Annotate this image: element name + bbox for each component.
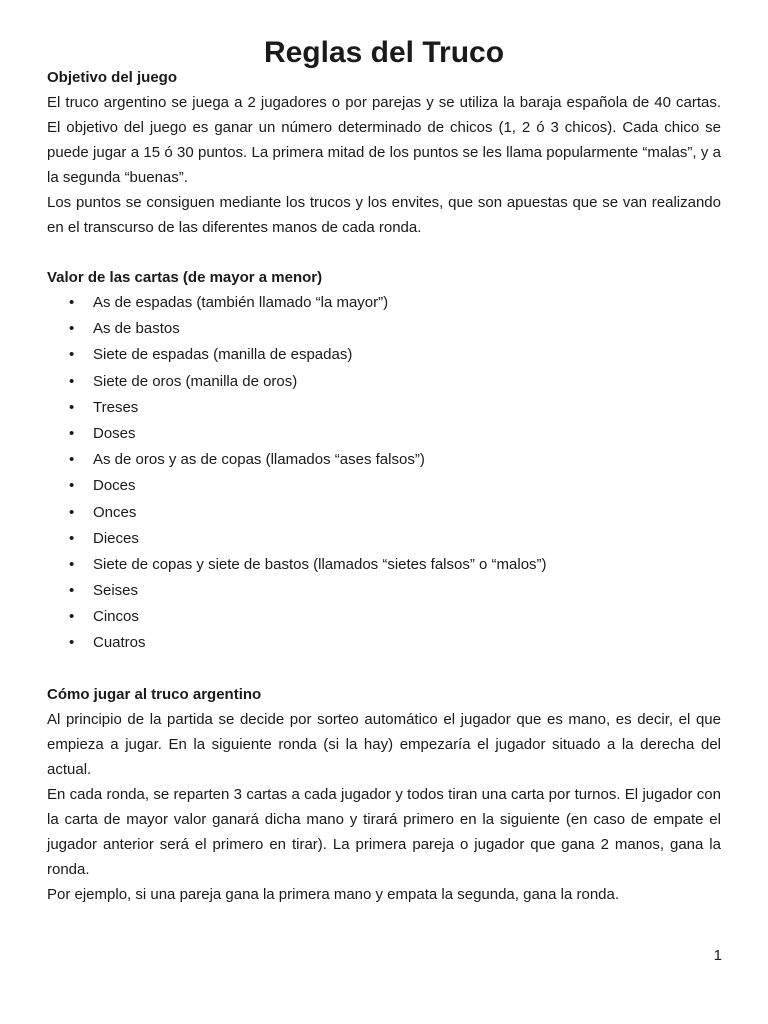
page-number: 1 [713, 947, 722, 964]
list-item-text: Cincos [93, 608, 139, 626]
bullet-icon: • [69, 608, 75, 626]
spacer [47, 240, 721, 265]
spacer [47, 657, 721, 682]
list-item-text: Doces [93, 477, 136, 495]
section-objetivo [47, 65, 721, 240]
document-page [47, 36, 721, 907]
paragraph: Por ejemplo, si una pareja gana la primera mano y empata la segunda, gana la ronda. [47, 885, 620, 903]
list-item-text: Onces [93, 503, 137, 521]
list-item [47, 604, 721, 630]
bullet-icon: • [69, 424, 75, 442]
list-item [47, 473, 721, 499]
list-item-text: Seises [93, 582, 139, 600]
bullet-icon: • [69, 294, 75, 311]
bullet-icon: • [69, 529, 75, 547]
paragraph: El truco argentino se juega a 2 jugadores o por parejas y se utiliza la baraja española de 40 cartas. El objetivo del juego es ganar un número determinado de chicos (1, 2 ó 3 chicos). Cada chico se puede jugar a 15 ó 30 puntos. La primera mitad de los puntos se les llama popularmente “malas”, y a la segunda “buenas”. [47, 94, 721, 186]
list-item [47, 316, 721, 342]
bullet-icon: • [69, 346, 75, 364]
section-como-jugar [47, 682, 721, 907]
list-item [47, 447, 721, 473]
list-item-text: Siete de copas y siete de bastos (llamados “sietes falsos” o “malos”) [93, 555, 547, 573]
paragraph: Al principio de la partida se decide por sorteo automático el jugador que es mano, es decir, el que empieza a jugar. En la siguiente ronda (si la hay) empezaría el jugador situado a la derecha del actual. [47, 710, 721, 778]
paragraph: Los puntos se consiguen mediante los trucos y los envites, que son apuestas que se van realizando en el transcurso de las diferentes manos de cada ronda. [47, 194, 721, 236]
bullet-icon: • [69, 477, 75, 495]
bullet-icon: • [69, 634, 75, 652]
list-item-text: As de bastos [93, 320, 180, 338]
list-item [47, 500, 721, 526]
section-heading-como: Cómo jugar al truco argentino [47, 685, 262, 703]
card-value-list [47, 290, 721, 657]
list-item [47, 342, 721, 368]
list-item [47, 630, 721, 656]
list-item-text: Dieces [93, 529, 139, 547]
bullet-icon: • [69, 372, 75, 390]
section-valor-cartas [47, 265, 721, 657]
bullet-icon: • [69, 451, 75, 469]
paragraph: En cada ronda, se reparten 3 cartas a cada jugador y todos tiran una carta por turnos. El jugador con la carta de mayor valor ganará dicha mano y tirará primero en la siguiente (en caso de empate el jugador anterior será el primero en tirar). La primera pareja o jugador que gana 2 manos, gana la ronda. [47, 785, 721, 878]
list-item [47, 395, 721, 421]
bullet-icon: • [69, 320, 75, 338]
section-heading-objetivo: Objetivo del juego [47, 69, 178, 86]
list-item-text: Treses [93, 398, 139, 416]
list-item [47, 552, 721, 578]
list-item-text: As de espadas (también llamado “la mayor”) [93, 294, 389, 311]
bullet-icon: • [69, 582, 75, 600]
list-item-text: Siete de espadas (manilla de espadas) [93, 346, 353, 364]
bullet-icon: • [69, 398, 75, 416]
section-heading-valor: Valor de las cartas (de mayor a menor) [47, 269, 323, 286]
list-item [47, 421, 721, 447]
list-item-text: Doses [93, 424, 136, 442]
bullet-icon: • [69, 503, 75, 521]
list-item-text: Cuatros [93, 634, 146, 652]
bullet-icon: • [69, 555, 75, 573]
list-item [47, 526, 721, 552]
list-item-text: As de oros y as de copas (llamados “ases falsos”) [93, 451, 425, 469]
list-item [47, 290, 721, 316]
list-item [47, 369, 721, 395]
page-title: Reglas del Truco [263, 36, 505, 69]
list-item [47, 578, 721, 604]
list-item-text: Siete de oros (manilla de oros) [93, 372, 298, 390]
